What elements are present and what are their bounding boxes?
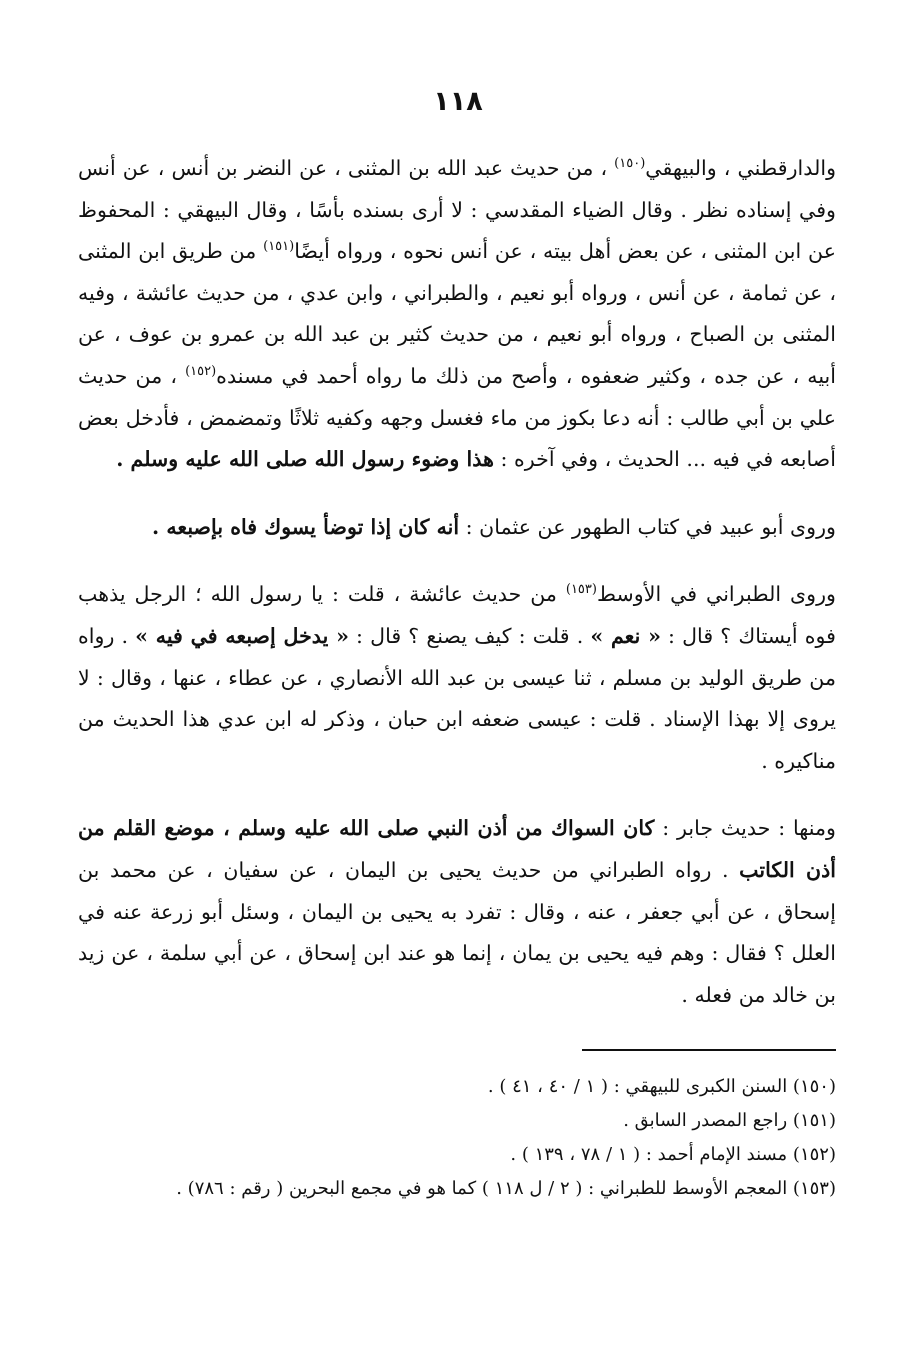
emphasized-text: كان السواك من أذن النبي صلى الله عليه وسلم ، موضع القلم من أذن الكاتب — [78, 816, 836, 882]
footnote-number: (١٥٣) — [792, 1178, 836, 1199]
footnote-reference: (١٥١) — [263, 239, 295, 255]
text-run: وروى أبو عبيد في كتاب الطهور عن عثمان : — [459, 514, 836, 539]
text-run: وروى الطبراني في الأوسط — [596, 582, 836, 607]
footnote-text: مسند الإمام أحمد : ( ١ / ٧٨ ، ١٣٩ ) . — [510, 1144, 793, 1165]
text-run: ، من حديث عبد الله بن المثنى ، عن النضر بن أنس ، عن أنس وفي إسناده نظر . وقال الضياء المقدسي : لا أرى بسنده بأسًا ، وقال البيهقي : المحفوظ عن ابن المثنى ، عن بعض أهل بيته ، عن أنس نحوه ، ورواه أيضًا — [78, 156, 836, 264]
footnote-text: راجع المصدر السابق . — [623, 1110, 793, 1131]
footnote-reference: (١٥٣) — [565, 582, 597, 598]
text-run: . رواه الطبراني من حديث يحيى بن اليمان ، عن سفيان ، عن محمد بن إسحاق ، عن أبي جعفر ، عنه ، وقال : تفرد به يحيى بن اليمان ، وسئل أبو زرعة عنه في العلل ؟ فقال : وهم فيه يحيى بن يمان ، إنما هو عند ابن إسحاق ، عن أبي سلمة ، عن زيد بن خالد من فعله . — [78, 857, 836, 1007]
footnote-150 — [100, 1070, 836, 1104]
text-run: . قلت : كيف يصنع ؟ قال : — [348, 623, 591, 648]
footnotes — [100, 1070, 836, 1206]
text-run: والدارقطني ، والبيهقي — [645, 156, 837, 180]
text-run: من حديث عائشة ، قلت : يا رسول الله ؛ الرجل يذهب فوه أيستاك ؟ قال : — [78, 582, 836, 648]
footnote-number: (١٥٢) — [792, 1144, 836, 1165]
text-run: ، من حديث علي بن أبي طالب : أنه دعا بكوز من ماء فغسل وجهه وكفيه ثلاثًا وتمضمض ، فأدخل بعض أصابعه في فيه ... الحديث ، وفي آخره : — [78, 363, 836, 472]
emphasized-text: « يدخل إصبعه في فيه » — [135, 623, 349, 648]
text-run: . رواه من طريق الوليد بن مسلم ، ثنا عيسى بن عبد الله الأنصاري ، عن عطاء ، عنها ، وقال : لا يروى إلا بهذا الإسناد . قلت : عيسى ضعفه ابن حبان ، وذكر له ابن عدي هذا الحديث من مناكيره . — [78, 623, 836, 773]
emphasized-text: هذا وضوء رسول الله صلى الله عليه وسلم . — [116, 447, 494, 472]
footnote-153 — [100, 1172, 836, 1206]
main-text — [78, 148, 836, 1016]
footnote-reference: (١٥٠) — [614, 156, 646, 172]
footnote-number: (١٥٠) — [792, 1076, 836, 1097]
footnote-text: السنن الكبرى للبيهقي : ( ١ / ٤٠ ، ٤١ ) . — [487, 1076, 793, 1097]
paragraph-abu-ubaid — [78, 507, 836, 549]
emphasized-text: أنه كان إذا توضأ يسوك فاه بإصبعه . — [152, 514, 460, 539]
footnote-reference: (١٥٢) — [185, 364, 217, 380]
text-run: من طريق ابن المثنى ، عن ثمامة ، عن أنس ، ورواه أبو نعيم ، والطبراني ، وابن عدي ، من حديث عائشة ، وفيه المثنى بن الصباح ، ورواه أبو نعيم ، من حديث كثير بن عبد الله بن عمرو بن عوف ، عن أبيه ، عن جده ، وكثير ضعفوه ، وأصح من ذلك ما رواه أحمد في مسنده — [78, 239, 836, 388]
footnote-152 — [100, 1138, 836, 1172]
paragraph-tabarani-awsat — [78, 574, 836, 782]
text-run: ومنها : حديث جابر : — [654, 816, 836, 841]
footnote-text: المعجم الأوسط للطبراني : ( ٢ / ل ١١٨ ) كما هو في مجمع البحرين ( رقم : ٧٨٦) . — [176, 1178, 793, 1199]
footnote-151 — [100, 1104, 836, 1138]
paragraph-hadith-sources — [78, 148, 836, 481]
footnote-number: (١٥١) — [792, 1110, 836, 1131]
footnote-divider — [582, 1049, 836, 1051]
page-number: ١١٨ — [433, 86, 483, 117]
paragraph-jabir-hadith — [78, 808, 836, 1016]
emphasized-text: « نعم » — [590, 623, 661, 648]
